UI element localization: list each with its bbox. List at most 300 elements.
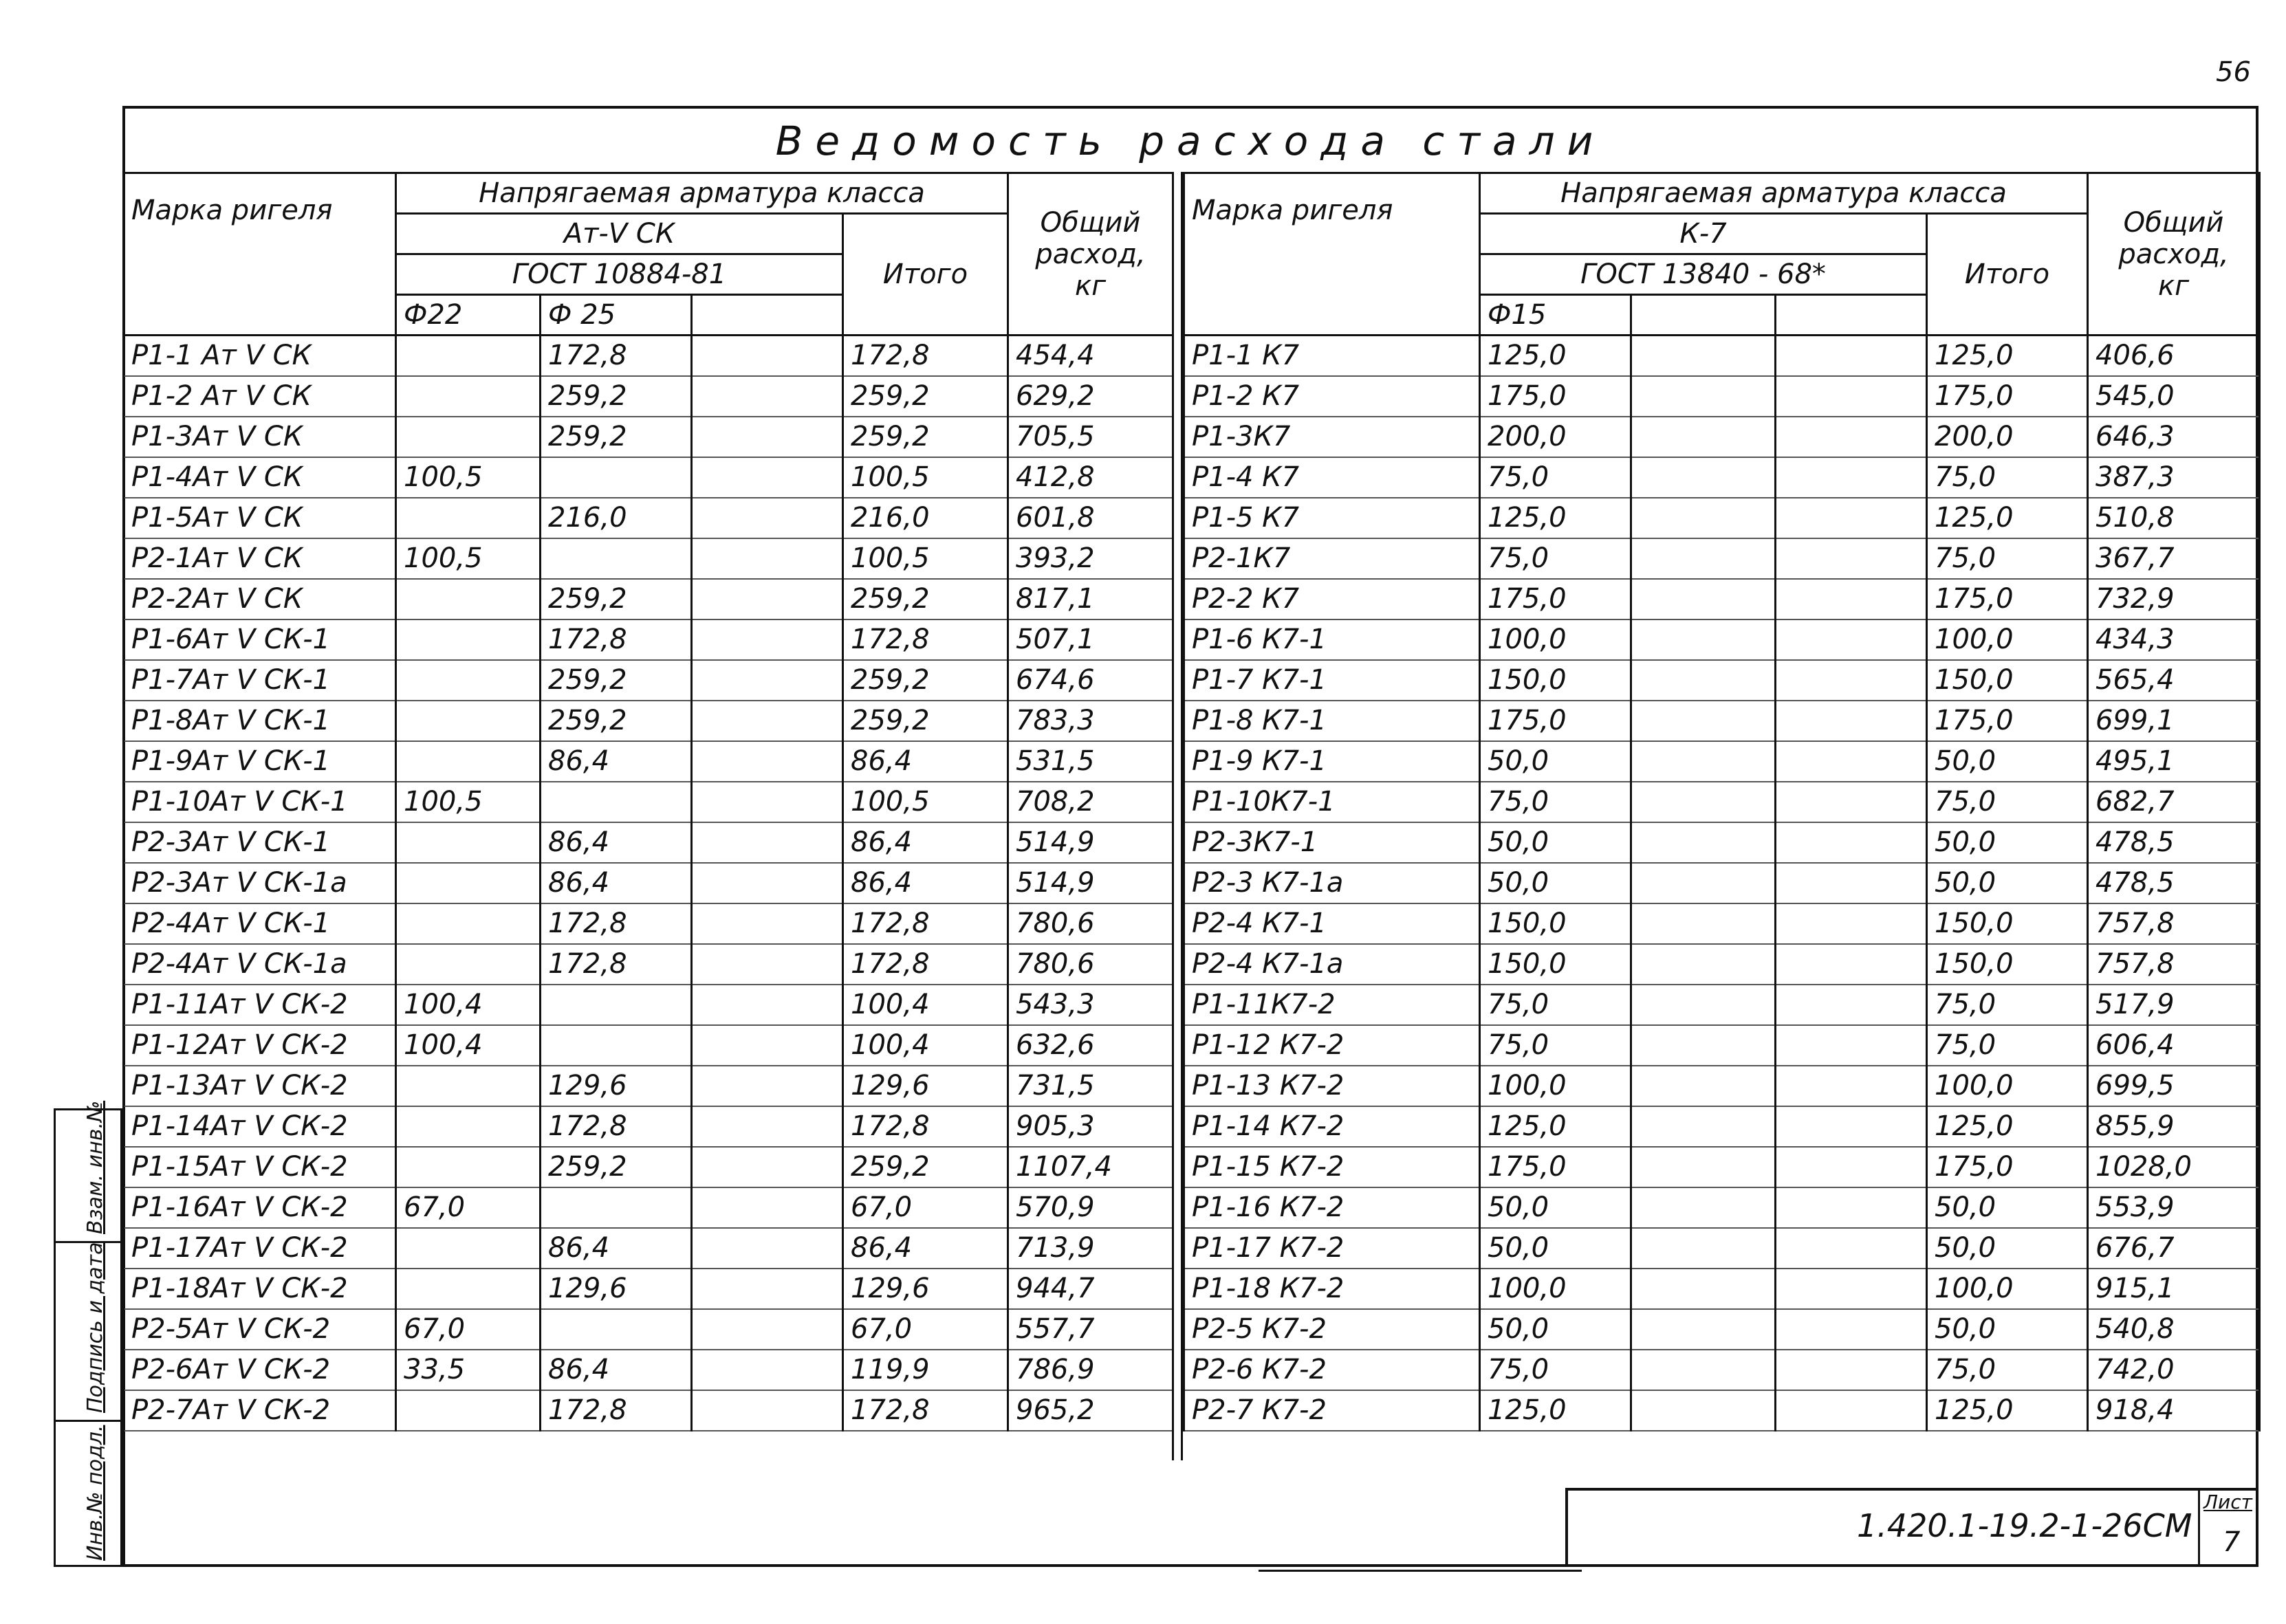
cell-d15: 150,0 (1480, 903, 1631, 944)
cell-mark: Р1-18Ат V СК-2 (124, 1269, 396, 1309)
empty-cell (692, 701, 843, 741)
steel-table-left (122, 172, 1174, 1431)
empty-cell (1631, 1187, 1776, 1228)
table-row (1184, 1228, 2260, 1269)
dia-25-header: Ф 25 (541, 295, 692, 336)
cell-d22 (396, 1066, 541, 1106)
cell-overall: 507,1 (1008, 619, 1173, 660)
empty-cell (1631, 1066, 1776, 1106)
empty-cell (1776, 1390, 1927, 1431)
cell-d25: 172,8 (541, 944, 692, 985)
empty-cell (692, 1228, 843, 1269)
cell-d22: 100,4 (396, 985, 541, 1025)
cell-mark: Р1-15Ат V СК-2 (124, 1147, 396, 1187)
cell-d15: 100,0 (1480, 619, 1631, 660)
empty-cell (1776, 1228, 1927, 1269)
cell-mark: Р1-18 К7-2 (1184, 1269, 1480, 1309)
cell-overall: 406,6 (2088, 336, 2260, 376)
cell-mark: Р1-4Ат V СК (124, 457, 396, 498)
table-row (124, 538, 1173, 579)
empty-cell (1776, 1066, 1927, 1106)
cell-d15: 50,0 (1480, 1309, 1631, 1350)
empty-cell (1631, 1390, 1776, 1431)
cell-mark: Р2-6Ат V СК-2 (124, 1350, 396, 1390)
table-row (124, 457, 1173, 498)
cell-overall: 565,4 (2088, 660, 2260, 701)
table-row (1184, 903, 2260, 944)
col-overall-header (1008, 173, 1173, 336)
empty-cell (1631, 701, 1776, 741)
table-row (124, 1066, 1173, 1106)
empty-cell (1631, 336, 1776, 376)
cell-d15: 125,0 (1480, 1390, 1631, 1431)
cell-overall: 713,9 (1008, 1228, 1173, 1269)
cell-mark: Р1-17 К7-2 (1184, 1228, 1480, 1269)
empty-cell (692, 579, 843, 619)
empty-cell (1776, 944, 1927, 985)
cell-overall: 780,6 (1008, 944, 1173, 985)
cell-overall: 905,3 (1008, 1106, 1173, 1147)
cell-d15: 50,0 (1480, 1228, 1631, 1269)
cell-d22 (396, 336, 541, 376)
cell-overall: 517,9 (2088, 985, 2260, 1025)
empty-cell (1631, 417, 1776, 457)
cell-mark: Р2-2 К7 (1184, 579, 1480, 619)
empty-cell (1631, 782, 1776, 822)
cell-mark: Р2-2Ат V СК (124, 579, 396, 619)
cell-total: 150,0 (1927, 944, 2088, 985)
table-row (1184, 457, 2260, 498)
cell-total: 129,6 (843, 1066, 1008, 1106)
dia-15-header: Ф15 (1480, 295, 1631, 336)
empty-cell (692, 498, 843, 538)
document-title: Ведомость расхода стали (775, 118, 1606, 164)
table-row (1184, 417, 2260, 457)
empty-cell (692, 863, 843, 903)
cell-d15: 75,0 (1480, 538, 1631, 579)
empty-cell (692, 619, 843, 660)
cell-mark: Р1-5Ат V СК (124, 498, 396, 538)
empty-cell (692, 1350, 843, 1390)
empty-cell (692, 1066, 843, 1106)
cell-total: 175,0 (1927, 701, 2088, 741)
cell-mark: Р2-1К7 (1184, 538, 1480, 579)
cell-d22 (396, 1269, 541, 1309)
cell-d25: 129,6 (541, 1066, 692, 1106)
empty-cell (692, 1269, 843, 1309)
cell-d15: 125,0 (1480, 336, 1631, 376)
cell-total: 50,0 (1927, 1309, 2088, 1350)
cell-mark: Р2-1Ат V СК (124, 538, 396, 579)
cell-total: 67,0 (843, 1309, 1008, 1350)
table-row (124, 1187, 1173, 1228)
cell-d25 (541, 538, 692, 579)
empty-cell (692, 417, 843, 457)
cell-d25 (541, 457, 692, 498)
cell-mark: Р1-7 К7-1 (1184, 660, 1480, 701)
page-number: 56 (2216, 56, 2251, 88)
cell-mark: Р1-8 К7-1 (1184, 701, 1480, 741)
cell-mark: Р1-16 К7-2 (1184, 1187, 1480, 1228)
standard-ref: ГОСТ 13840 - 68* (1480, 254, 1927, 295)
cell-mark: Р1-7Ат V СК-1 (124, 660, 396, 701)
cell-d25 (541, 1309, 692, 1350)
cell-d15: 100,0 (1480, 1066, 1631, 1106)
empty-cell (1776, 660, 1927, 701)
cell-d25: 172,8 (541, 903, 692, 944)
table-row (1184, 1390, 2260, 1431)
cell-overall: 699,5 (2088, 1066, 2260, 1106)
cell-d15: 100,0 (1480, 1269, 1631, 1309)
cell-mark: Р1-6 К7-1 (1184, 619, 1480, 660)
cell-total: 172,8 (843, 1106, 1008, 1147)
table-row (124, 701, 1173, 741)
cell-total: 216,0 (843, 498, 1008, 538)
empty-cell (1631, 1228, 1776, 1269)
empty-cell (1631, 944, 1776, 985)
cell-d25: 259,2 (541, 660, 692, 701)
empty-cell (692, 822, 843, 863)
table-row (1184, 863, 2260, 903)
table-row (124, 417, 1173, 457)
table-row (124, 376, 1173, 417)
cell-overall: 646,3 (2088, 417, 2260, 457)
empty-cell (1631, 1025, 1776, 1066)
cell-d22: 67,0 (396, 1309, 541, 1350)
cell-total: 259,2 (843, 660, 1008, 701)
empty-cell (1631, 660, 1776, 701)
table-row (124, 944, 1173, 985)
table-row (124, 1147, 1173, 1187)
cell-overall: 570,9 (1008, 1187, 1173, 1228)
table-row (1184, 619, 2260, 660)
cell-overall: 540,8 (2088, 1309, 2260, 1350)
cell-total: 125,0 (1927, 336, 2088, 376)
empty-cell (1776, 741, 1927, 782)
cell-overall: 918,4 (2088, 1390, 2260, 1431)
cell-overall: 478,5 (2088, 863, 2260, 903)
side-label-replacement: Взам. инв.№ (83, 1100, 107, 1234)
table-row (1184, 741, 2260, 782)
cell-total: 175,0 (1927, 579, 2088, 619)
cell-total: 75,0 (1927, 782, 2088, 822)
cell-d22 (396, 579, 541, 619)
cell-d22: 100,4 (396, 1025, 541, 1066)
table-row (124, 579, 1173, 619)
cell-mark: Р1-12Ат V СК-2 (124, 1025, 396, 1066)
col-mark-header: Марка ригеля (124, 173, 396, 336)
cell-mark: Р1-11Ат V СК-2 (124, 985, 396, 1025)
cell-total: 100,0 (1927, 1066, 2088, 1106)
cell-mark: Р2-6 К7-2 (1184, 1350, 1480, 1390)
table-row (1184, 538, 2260, 579)
empty-cell (692, 538, 843, 579)
empty-cell (692, 782, 843, 822)
table-row (1184, 498, 2260, 538)
cell-d22 (396, 1106, 541, 1147)
cell-overall: 393,2 (1008, 538, 1173, 579)
cell-mark: Р2-3К7-1 (1184, 822, 1480, 863)
table-row (1184, 1147, 2260, 1187)
empty-cell (1631, 1350, 1776, 1390)
table-row (124, 863, 1173, 903)
table-row (124, 741, 1173, 782)
cell-total: 125,0 (1927, 498, 2088, 538)
cell-overall: 676,7 (2088, 1228, 2260, 1269)
cell-mark: Р1-10Ат V СК-1 (124, 782, 396, 822)
cell-d15: 175,0 (1480, 376, 1631, 417)
cell-d22 (396, 619, 541, 660)
cell-overall: 454,4 (1008, 336, 1173, 376)
table-row (1184, 985, 2260, 1025)
cell-d25: 172,8 (541, 619, 692, 660)
cell-d22 (396, 1390, 541, 1431)
cell-total: 259,2 (843, 1147, 1008, 1187)
cell-d22 (396, 417, 541, 457)
table-row (124, 619, 1173, 660)
table-row (1184, 1025, 2260, 1066)
bottom-rule (1259, 1570, 1582, 1572)
table-row (124, 1269, 1173, 1309)
cell-mark: Р1-13Ат V СК-2 (124, 1066, 396, 1106)
cell-mark: Р1-11К7-2 (1184, 985, 1480, 1025)
empty-cell (692, 985, 843, 1025)
cell-overall: 387,3 (2088, 457, 2260, 498)
table-row (1184, 579, 2260, 619)
cell-mark: Р2-4 К7-1 (1184, 903, 1480, 944)
cell-overall: 915,1 (2088, 1269, 2260, 1309)
cell-total: 259,2 (843, 376, 1008, 417)
cell-d15: 200,0 (1480, 417, 1631, 457)
table-row (124, 1390, 1173, 1431)
empty-cell (1776, 1025, 1927, 1066)
cell-overall: 817,1 (1008, 579, 1173, 619)
cell-overall: 510,8 (2088, 498, 2260, 538)
cell-total: 75,0 (1927, 538, 2088, 579)
cell-total: 129,6 (843, 1269, 1008, 1309)
table-row (124, 822, 1173, 863)
table-row (1184, 1066, 2260, 1106)
cell-mark: Р1-6Ат V СК-1 (124, 619, 396, 660)
cell-d25: 259,2 (541, 701, 692, 741)
empty-cell (1631, 863, 1776, 903)
cell-d22: 67,0 (396, 1187, 541, 1228)
empty-cell (1776, 822, 1927, 863)
steel-table-right (1183, 172, 2261, 1431)
cell-d15: 50,0 (1480, 822, 1631, 863)
cell-mark: Р1-17Ат V СК-2 (124, 1228, 396, 1269)
cell-overall: 545,0 (2088, 376, 2260, 417)
cell-d25: 172,8 (541, 1390, 692, 1431)
cell-mark: Р2-3Ат V СК-1а (124, 863, 396, 903)
empty-cell (1776, 538, 1927, 579)
cell-overall: 780,6 (1008, 903, 1173, 944)
cell-total: 172,8 (843, 944, 1008, 985)
empty-cell (1776, 1309, 1927, 1350)
cell-total: 75,0 (1927, 1350, 2088, 1390)
cell-total: 100,5 (843, 782, 1008, 822)
cell-total: 100,4 (843, 985, 1008, 1025)
side-cell-inventory (56, 1420, 120, 1565)
empty-cell (692, 376, 843, 417)
cell-mark: Р2-7 К7-2 (1184, 1390, 1480, 1431)
table-row (124, 498, 1173, 538)
col-unit-label: кг (2157, 270, 2190, 302)
cell-overall: 367,7 (2088, 538, 2260, 579)
cell-total: 100,5 (843, 457, 1008, 498)
cell-mark: Р1-10К7-1 (1184, 782, 1480, 822)
empty-cell (1631, 579, 1776, 619)
cell-total: 86,4 (843, 822, 1008, 863)
drawing-code: 1.420.1-19.2-1-26СМ (1857, 1507, 2192, 1544)
empty-cell (1631, 498, 1776, 538)
col-mark-header: Марка ригеля (1184, 173, 1480, 336)
cell-overall: 601,8 (1008, 498, 1173, 538)
cell-overall: 629,2 (1008, 376, 1173, 417)
empty-cell (692, 1147, 843, 1187)
cell-total: 172,8 (843, 903, 1008, 944)
cell-d22 (396, 376, 541, 417)
cell-d25: 259,2 (541, 376, 692, 417)
empty-cell (1631, 376, 1776, 417)
col-group-header: Напрягаемая арматура класса (1480, 173, 2088, 214)
cell-total: 150,0 (1927, 660, 2088, 701)
empty-cell (1631, 822, 1776, 863)
cell-total: 259,2 (843, 579, 1008, 619)
cell-total: 100,0 (1927, 1269, 2088, 1309)
table-row (1184, 660, 2260, 701)
col-overall-label: Общий расход, (2118, 206, 2229, 270)
cell-mark: Р1-9 К7-1 (1184, 741, 1480, 782)
cell-overall: 632,6 (1008, 1025, 1173, 1066)
cell-d15: 50,0 (1480, 1187, 1631, 1228)
table-row (124, 1106, 1173, 1147)
col-total-header: Итого (1927, 214, 2088, 336)
empty-cell (1631, 1309, 1776, 1350)
empty-cell (692, 1106, 843, 1147)
empty-cell (1631, 1269, 1776, 1309)
cell-total: 86,4 (843, 1228, 1008, 1269)
table-row (124, 1309, 1173, 1350)
cell-mark: Р1-14Ат V СК-2 (124, 1106, 396, 1147)
empty-cell (1631, 538, 1776, 579)
empty-cell (1631, 1147, 1776, 1187)
cell-total: 75,0 (1927, 985, 2088, 1025)
cell-overall: 495,1 (2088, 741, 2260, 782)
empty-cell (1776, 701, 1927, 741)
cell-d15: 125,0 (1480, 1106, 1631, 1147)
cell-d25: 172,8 (541, 336, 692, 376)
empty-cell (692, 1025, 843, 1066)
cell-overall: 855,9 (2088, 1106, 2260, 1147)
cell-mark: Р1-9Ат V СК-1 (124, 741, 396, 782)
empty-cell (1776, 1269, 1927, 1309)
cell-mark: Р2-4 К7-1а (1184, 944, 1480, 985)
cell-d22 (396, 701, 541, 741)
cell-mark: Р1-15 К7-2 (1184, 1147, 1480, 1187)
table-row (124, 782, 1173, 822)
cell-d25: 259,2 (541, 1147, 692, 1187)
side-cell-replacement (56, 1100, 120, 1243)
cell-d15: 50,0 (1480, 741, 1631, 782)
cell-total: 172,8 (843, 619, 1008, 660)
class-name: К-7 (1480, 214, 1927, 254)
cell-d25: 172,8 (541, 1106, 692, 1147)
cell-overall: 478,5 (2088, 822, 2260, 863)
table-row (1184, 376, 2260, 417)
cell-d15: 75,0 (1480, 985, 1631, 1025)
cell-overall: 434,3 (2088, 619, 2260, 660)
cell-d22 (396, 903, 541, 944)
cell-total: 100,5 (843, 538, 1008, 579)
cell-overall: 965,2 (1008, 1390, 1173, 1431)
empty-cell (1776, 457, 1927, 498)
cell-d25: 86,4 (541, 1228, 692, 1269)
table-row (124, 985, 1173, 1025)
cell-d25 (541, 1187, 692, 1228)
cell-mark: Р1-12 К7-2 (1184, 1025, 1480, 1066)
class-name: Ат-V СК (396, 214, 843, 254)
cell-mark: Р1-8Ат V СК-1 (124, 701, 396, 741)
empty-cell (692, 741, 843, 782)
cell-d22 (396, 498, 541, 538)
cell-d22 (396, 863, 541, 903)
empty-dia-header (692, 295, 843, 336)
cell-mark: Р2-5 К7-2 (1184, 1309, 1480, 1350)
cell-mark: Р1-2 Ат V СК (124, 376, 396, 417)
cell-total: 259,2 (843, 417, 1008, 457)
cell-mark: Р1-13 К7-2 (1184, 1066, 1480, 1106)
cell-overall: 531,5 (1008, 741, 1173, 782)
cell-total: 50,0 (1927, 822, 2088, 863)
cell-total: 86,4 (843, 863, 1008, 903)
cell-total: 119,9 (843, 1350, 1008, 1390)
side-label-inventory: Инв.№ подл. (83, 1425, 107, 1561)
table-row (1184, 822, 2260, 863)
empty-cell (1776, 1187, 1927, 1228)
table-row (124, 336, 1173, 376)
cell-overall: 757,8 (2088, 903, 2260, 944)
cell-d25: 259,2 (541, 579, 692, 619)
table-row (124, 903, 1173, 944)
cell-d25: 129,6 (541, 1269, 692, 1309)
cell-overall: 732,9 (2088, 579, 2260, 619)
cell-total: 100,0 (1927, 619, 2088, 660)
side-label-signature: Подпись и дата (83, 1242, 107, 1413)
table-row (1184, 1350, 2260, 1390)
empty-cell (1776, 903, 1927, 944)
cell-total: 67,0 (843, 1187, 1008, 1228)
table-row (124, 1025, 1173, 1066)
cell-d15: 175,0 (1480, 701, 1631, 741)
cell-mark: Р1-1 К7 (1184, 336, 1480, 376)
cell-mark: Р2-4Ат V СК-1 (124, 903, 396, 944)
cell-d25: 86,4 (541, 1350, 692, 1390)
col-unit-label: кг (1074, 270, 1107, 302)
table-row (1184, 782, 2260, 822)
cell-total: 75,0 (1927, 1025, 2088, 1066)
side-stamp (54, 1100, 122, 1567)
cell-total: 50,0 (1927, 741, 2088, 782)
cell-d22: 100,5 (396, 782, 541, 822)
cell-total: 172,8 (843, 1390, 1008, 1431)
cell-total: 175,0 (1927, 1147, 2088, 1187)
col-total-header: Итого (843, 214, 1008, 336)
cell-mark: Р1-14 К7-2 (1184, 1106, 1480, 1147)
table-row (1184, 1269, 2260, 1309)
cell-d15: 50,0 (1480, 863, 1631, 903)
cell-overall: 674,6 (1008, 660, 1173, 701)
